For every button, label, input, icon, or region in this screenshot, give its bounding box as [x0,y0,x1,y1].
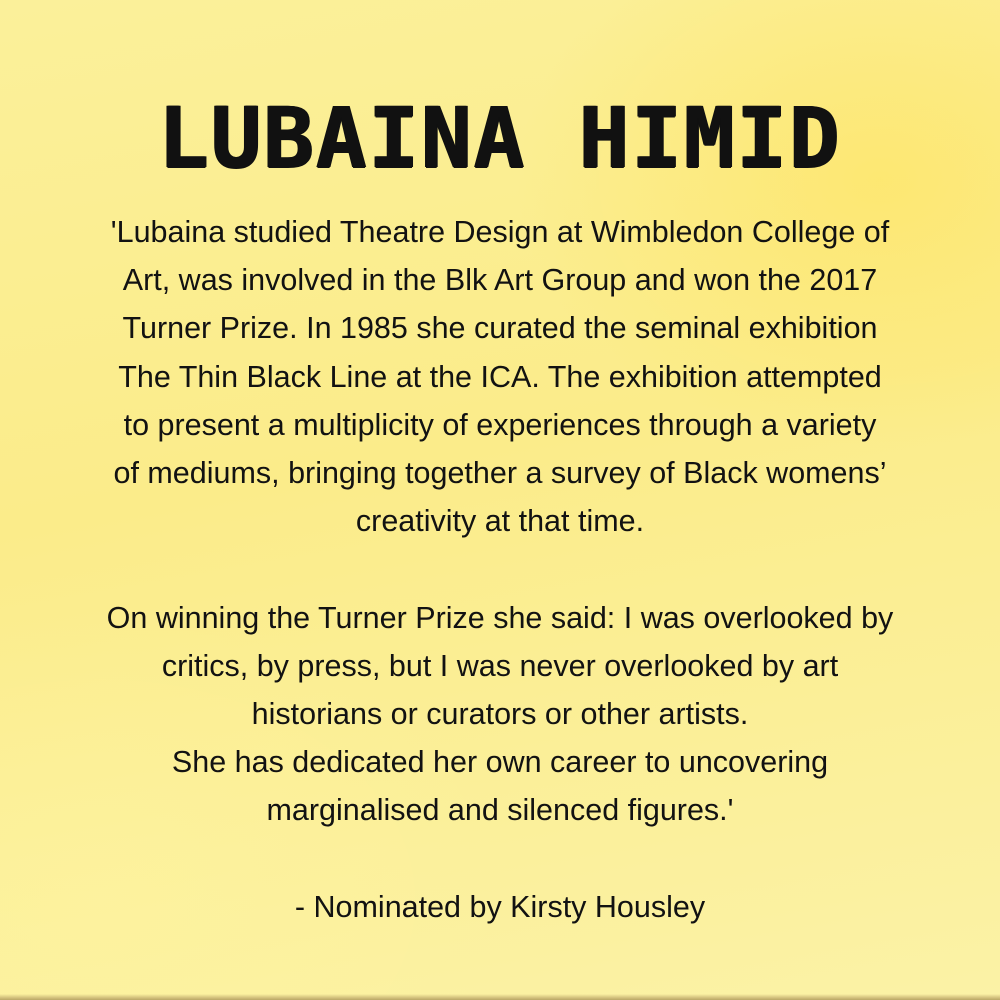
text-line: The Thin Black Line at the ICA. The exhibition attempted [118,359,882,394]
paragraph-spacer [50,835,950,883]
bottom-edge-divider [0,994,1000,1000]
paragraph-spacer [50,545,950,593]
text-line: critics, by press, but I was never overlooked by art [161,648,839,683]
text-line: to present a multiplicity of experiences through a variety [123,407,877,442]
text-line: marginalised and silenced figures.' [266,793,734,828]
text-line: She has dedicated her own career to uncovering [171,745,829,780]
paragraph-quote [50,594,950,835]
text-line: On winning the Turner Prize she said: I was overlooked by [106,600,894,635]
text-line: Turner Prize. In 1985 she curated the seminal exhibition [122,311,878,346]
page-title: LUBAINA HIMID [158,89,842,187]
attribution: - Nominated by Kirsty Housley [294,889,706,924]
body-text [50,208,950,931]
text-line: 'Lubaina studied Theatre Design at Wimbledon College of [110,215,890,249]
text-line: historians or curators or other artists. [251,697,749,732]
text-line: Art, was involved in the Blk Art Group and won the 2017 [122,263,878,298]
text-line: of mediums, bringing together a survey of Black womens’ [113,456,887,491]
text-line: creativity at that time. [355,504,645,539]
paragraph-studies [50,208,950,545]
